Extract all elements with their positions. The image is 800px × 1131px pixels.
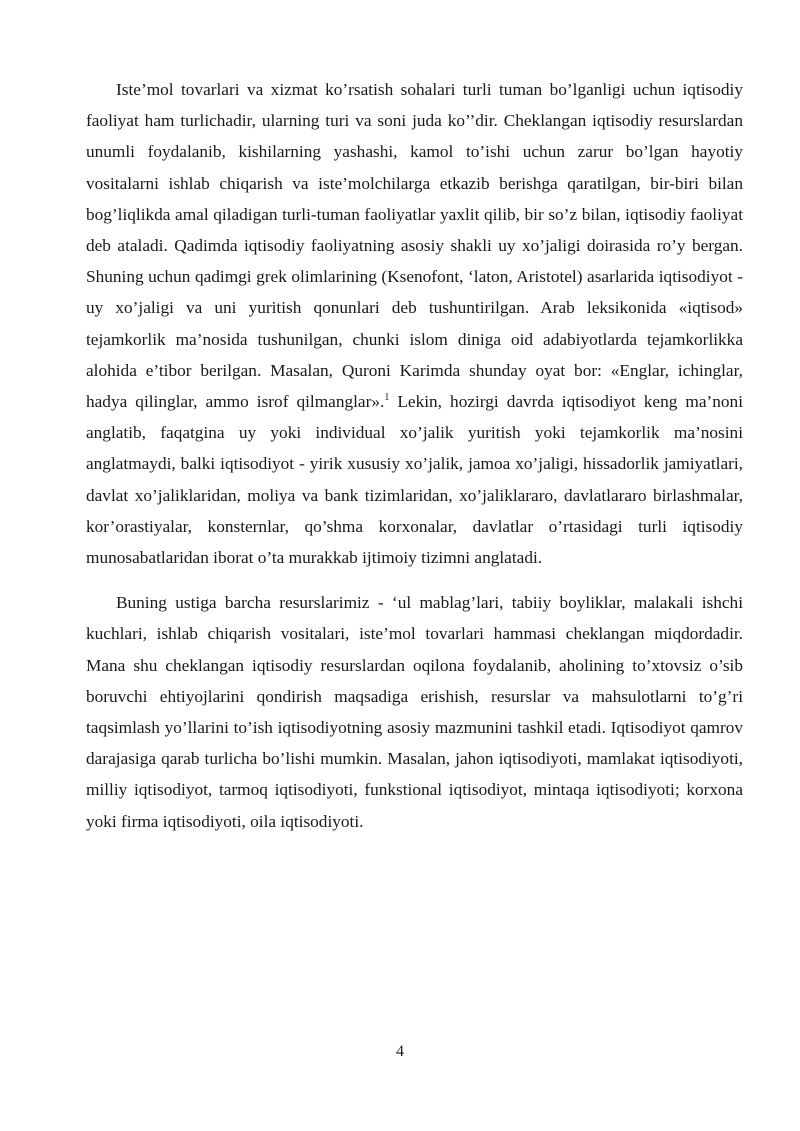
body-text	[86, 74, 743, 837]
page-number: 4	[396, 1043, 404, 1060]
paragraph-1-continuation: Lekin, hozirgi davrda iqtisodiyot keng ma’noni anglatib, faqatgina uy yoki individual xo’jalik yuritish yoki tejamkorlik ma’nosini anglatmaydi, balki iqtisodiyot - yirik xususiy xo’jalik, jamoa xo’jaligi, hissadorlik jamiyatlari, davlat xo’jaliklaridan, moliya va bank tizimlaridan, xo’jaliklararo, davlatlararo birlashmalar, kor’orastiyalar, konsternlar, qo’shma korxonalar, davlatlar o’rtasidagi turli iqtisodiy munosabatlaridan iborat o’ta murakkab ijtimoiy tizimni anglatadi.	[86, 392, 744, 568]
paragraph-1	[86, 74, 743, 573]
paragraph-1-text: Iste’mol tovarlari va xizmat ko’rsatish sohalari turli tuman bo’lganligi uchun iqtisodiy faoliyat ham turlichadir, ularning turi va soni juda ko’’dir. Cheklangan iqtisodiy resurslardan unumli foydalanib, kishilarning yashashi, kamol to’ishi uchun zarur bo’lgan hayotiy vositalarni ishlab chiqarish va iste’molchilarga etkazib berishga qaratilgan, bir-biri bilan bog’liqlikda amal qiladigan turli-tuman faoliyatlar yaxlit qilib, bir so’z bilan, iqtisodiy faoliyat deb ataladi. Qadimda iqtisodiy faoliyatning asosiy shakli uy xo’jaligi doirasida ro’y bergan. Shuning uchun qadimgi grek olimlarining (Ksenofont, ‘laton, Aristotel) asarlarida iqtisodiyot - uy xo’jaligi va uni yuritish qonunlari deb tushuntirilgan. Arab leksikonida «iqtisod» tejamkorlik ma’nosida tushunilgan, chunki islom diniga oid adabiyotlarda tejamkorlikka alohida e’tibor berilgan. Masalan, Quroni Karimda shunday oyat bor: «Englar, ichinglar, hadya qilinglar, ammo isrof qilmanglar».	[86, 80, 743, 412]
paragraph-2: Buning ustiga barcha resurslarimiz - ‘ul mablag’lari, tabiiy boyliklar, malakali ishchi kuchlari, ishlab chiqarish vositalari, iste’mol tovarlari hammasi cheklangan miqdordadir. Mana shu cheklangan iqtisodiy resurslardan oqilona foydalanib, aholining to’xtovsiz o’sib boruvchi ehtiyojlarini qondirish maqsadiga erishish, resurslar va mahsulotlarni to’g’ri taqsimlash yo’llarini to’ish iqtisodiyotning asosiy mazmunini tashkil etadi. Iqtisodiyot qamrov darajasiga qarab turlicha bo’lishi mumkin. Masalan, jahon iqtisodiyoti, mamlakat iqtisodiyoti, milliy iqtisodiyot, tarmoq iqtisodiyoti, funkstional iqtisodiyot, mintaqa iqtisodiyoti; korxona yoki firma iqtisodiyoti, oila iqtisodiyoti.	[86, 593, 743, 831]
footnote-marker[interactable]: 1	[384, 392, 390, 404]
